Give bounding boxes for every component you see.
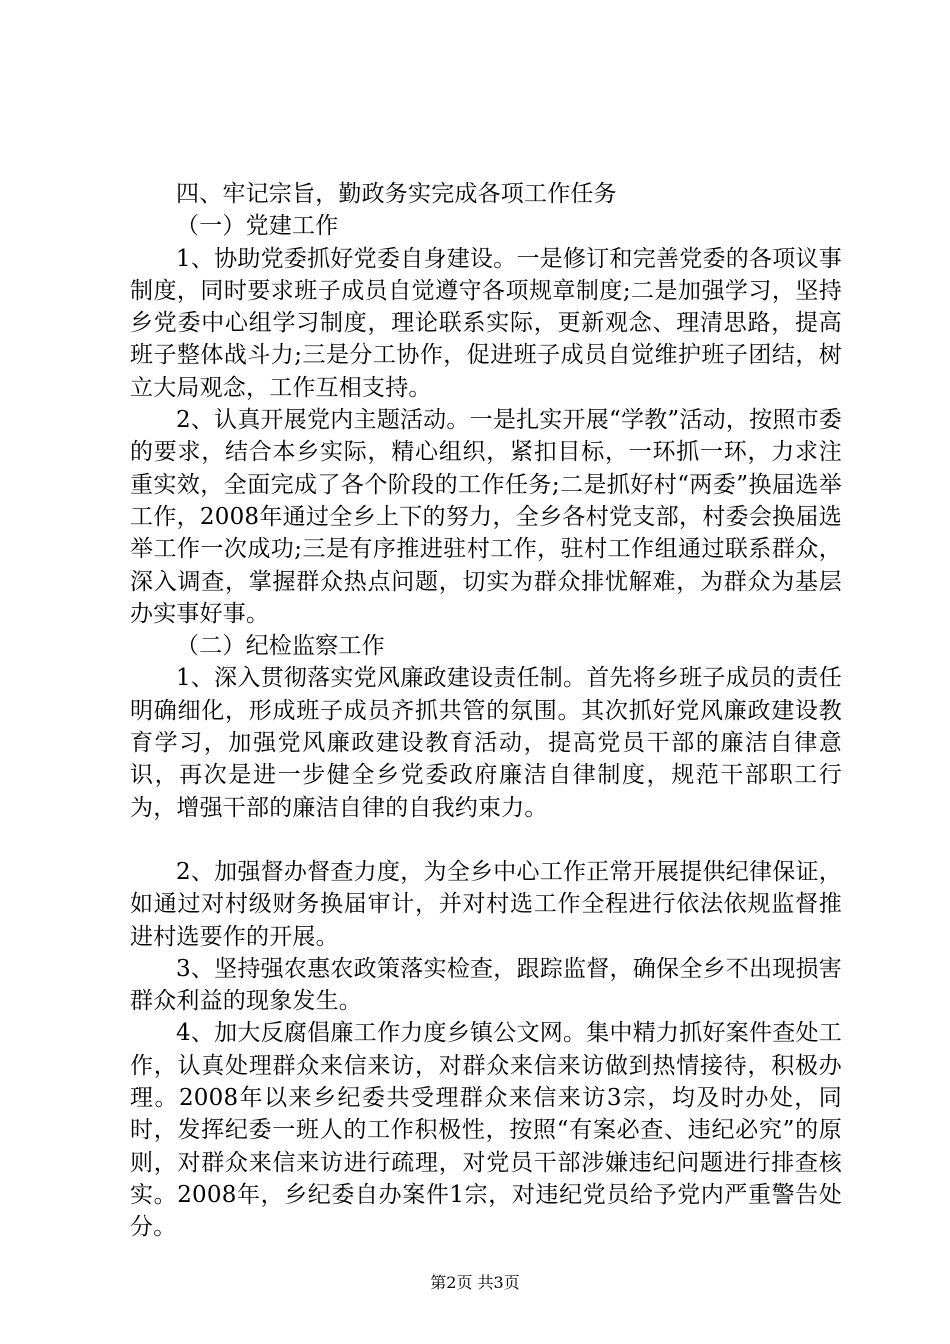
- subsection-title-party-building: （一）党建工作: [176, 213, 339, 240]
- subsection-title-discipline-inspection: （二）纪检监察工作: [176, 633, 385, 660]
- document-body: [130, 178, 842, 1244]
- paragraph: 4、加大反腐倡廉工作力度乡镇公文网。集中精力抓好案件查处工作，认真处理群众来信来访，对群众来信来访做到热情接待，积极办理。2008年以来乡纪委共受理群众来信来访3宗，均及时办处，同时，发挥纪委一班人的工作积极性，按照“有案必查、违纪必究”的原则，对群众来信来访进行疏理，对党员干部涉嫌违纪问题进行排查核实。2008年，乡纪委自办案件1宗，对违纪党员给予党内严重警告处分。: [130, 1020, 842, 1241]
- paragraph: 2、加强督办督查力度，为全乡中心工作正常开展提供纪律保证，如通过对村级财务换届审计，并对村选工作全程进行依法依规监督推进村选要作的开展。: [130, 858, 842, 950]
- paragraph: 1、协助党委抓好党委自身建设。一是修订和完善党委的各项议事制度，同时要求班子成员自觉遵守各项规章制度;二是加强学习，坚持乡党委中心组学习制度，理论联系实际，更新观念、理清思路，提高班子整体战斗力;三是分工协作，促进班子成员自觉维护班子团结，树立大局观念，工作互相支持。: [130, 245, 842, 401]
- paragraph: 1、深入贯彻落实党风廉政建设责任制。首先将乡班子成员的责任明确细化，形成班子成员齐抓共管的氛围。其次抓好党风廉政建设教育学习，加强党风廉政建设教育活动，提高党员干部的廉洁自律意识，再次是进一步健全乡党委政府廉洁自律制度，规范干部职工行为，增强干部的廉洁自律的自我约束力。: [130, 665, 842, 821]
- page-number: 第2页 共3页: [430, 1273, 520, 1292]
- paragraph: 3、坚持强农惠农政策落实检查，跟踪监督，确保全乡不出现损害群众利益的现象发生。: [130, 955, 842, 1015]
- section-heading: 四、牢记宗旨，勤政务实完成各项工作任务: [176, 181, 617, 207]
- paragraph: 2、认真开展党内主题活动。一是扎实开展“学教”活动，按照市委的要求，结合本乡实际，精心组织，紧扣目标，一环抓一环，力求注重实效，全面完成了各个阶段的工作任务;二是抓好村“两委”换届选举工作，2008年通过全乡上下的努力，全乡各村党支部，村委会换届选举工作一次成功;三是有序推进驻村工作，驻村工作组通过联系群众，深入调查，掌握群众热点问题，切实为群众排忧解难，为群众为基层办实事好事。: [130, 407, 842, 627]
- paragraph-spacer: [130, 824, 842, 856]
